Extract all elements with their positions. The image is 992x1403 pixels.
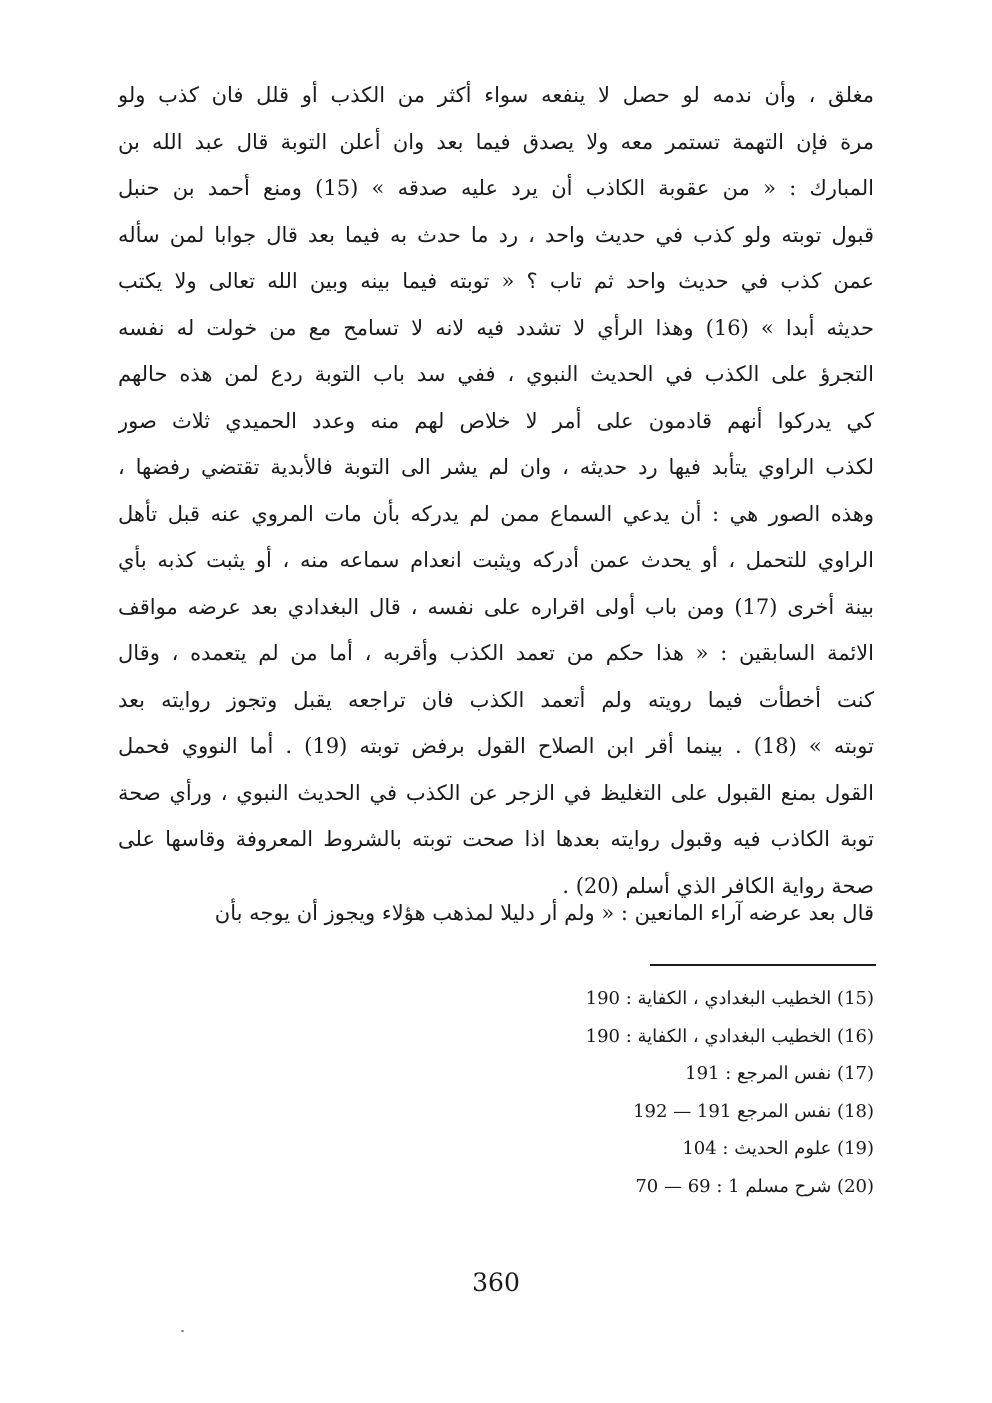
text-line: قبول توبته ولو كذب في حديث واحد ، رد ما حدث به فيما بعد قال جوابا لمن سأله (118, 222, 874, 247)
page-number: 360 (472, 1268, 520, 1297)
text-line: مرة فإن التهمة تستمر معه ولا يصدق فيما بعد وان أعلن التوبة قال عبد الله بن (118, 129, 874, 154)
second-paragraph: قال بعد عرضه آراء المانعين : « ولم أر دليلا لمذهب هؤلاء ويجوز أن يوجه بأن (214, 901, 874, 925)
text-line: كنت أخطأت فيما رويته ولم أتعمد الكذب فان تراجعه يقبل وتجوز روايته بعد (118, 687, 874, 712)
footnotes-list (524, 980, 874, 1205)
footnote-19: (19) علوم الحديث : 104 (682, 1138, 874, 1159)
scan-speck (181, 1330, 184, 1332)
text-line: لكذب الراوي يتأبد فيها رد حديثه ، وان لم يشر الى التوبة فالأبدية تقتضي رفضها ، (118, 455, 874, 479)
footnote-20: (20) شرح مسلم 1 : 69 — 70 (635, 1175, 874, 1197)
text-line: وهذه الصور هي : أن يدعي السماع ممن لم يدركه بأن مات المروي عنه قبل تأهل (118, 501, 874, 526)
text-line: التجرؤ على الكذب في الحديث النبوي ، ففي سد باب التوبة ردع لمن هذه حالهم (118, 362, 874, 386)
text-line: توبته » (18) . بينما أقر ابن الصلاح القول برفض توبته (19) . أما النووي فحمل (118, 734, 874, 758)
text-line: مغلق ، وأن ندمه لو حصل لا ينفعه سواء أكثر من الكذب أو قلل فان كذب ولو (118, 83, 874, 107)
text-line: حديثه أبدا » (16) وهذا الرأي لا تشدد فيه لانه لا تسامح مع من خولت له نفسه (118, 315, 874, 340)
footnote-15: (15) الخطيب البغدادي ، الكفاية : 190 (585, 988, 874, 1009)
footnote-separator (650, 964, 876, 966)
main-paragraph (118, 72, 874, 909)
text-line: توبة الكاذب فيه وقبول روايته بعدها اذا صحت توبته بالشروط المعروفة وقاسها على (118, 827, 874, 851)
footnote-17: (17) نفس المرجع : 191 (685, 1063, 874, 1084)
text-line: عمن كذب في حديث واحد ثم تاب ؟ « توبته فيما بينه وبين الله تعالى ولا يكتب (118, 269, 874, 293)
text-line: كي يدركوا أنهم قادمون على أمر لا خلاص لهم منه وعدد الحميدي ثلاث صور (118, 408, 874, 433)
text-line: الائمة السابقين : « هذا حكم من تعمد الكذب وأقربه ، أما من لم يتعمده ، وقال (118, 641, 874, 665)
text-line: المبارك : « من عقوبة الكاذب أن يرد عليه صدقه » (15) ومنع أحمد بن حنبل (118, 176, 874, 200)
footnote-16: (16) الخطيب البغدادي ، الكفاية : 190 (585, 1025, 874, 1047)
text-line: الراوي للتحمل ، أو يحدث عمن أدركه ويثبت انعدام سماعه منه ، أو يثبت كذبه بأي (118, 548, 874, 572)
text-line: بينة أخرى (17) ومن باب أولى اقراره على نفسه ، قال البغدادي بعد عرضه مواقف (118, 594, 874, 619)
text-line-last: صحة رواية الكافر الذي أسلم (20) . (562, 873, 874, 898)
text-line: القول بمنع القبول على التغليظ في الزجر عن الكذب في الحديث النبوي ، ورأي صحة (118, 780, 874, 805)
footnote-18: (18) نفس المرجع 191 — 192 (633, 1100, 874, 1122)
